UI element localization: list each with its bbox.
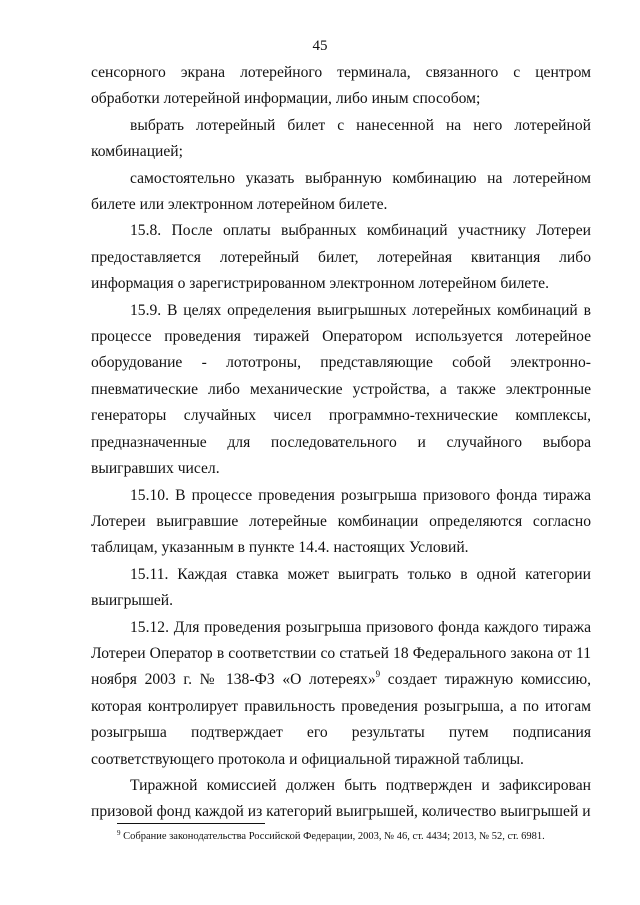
- paragraph-specify-combination: самостоятельно указать выбранную комбинацию на лотерейном билете или электронном лотерейном билете.: [91, 169, 591, 214]
- paragraph-15-12-part2: создает тиражную комиссию, которая контролирует правильность проведения розыгрыша, а по итогам розыгрыша подтверждает его результаты путем подписания соответствующего протокола и официальной тиражной таблицы.: [91, 671, 591, 768]
- footnote: [117, 830, 597, 844]
- footnote-divider: [117, 823, 265, 824]
- paragraph-commission: Тиражной комиссией должен быть подтвержден и зафиксирован призовой фонд каждой из категорий выигрышей, количество выигрышей и: [91, 776, 591, 821]
- paragraph-15-9: 15.9. В целях определения выигрышных лотерейных комбинаций в процессе проведения тиражей Оператором используется лотерейное оборудование - лототроны, представляющие собой электронно-пневматические либо механические устройства, а также электронные генераторы случайных чисел программно-технические комплексы, предназначенные для последовательного и случайного выбора выигравших чисел.: [91, 301, 591, 478]
- paragraph-15-11: 15.11. Каждая ставка может выиграть только в одной категории выигрышей.: [91, 565, 591, 610]
- page-number: 45: [312, 38, 328, 54]
- paragraph-continuation: сенсорного экрана лотерейного терминала, связанного с центром обработки лотерейной информации, либо иным способом;: [91, 64, 591, 108]
- footnote-mark: 9: [117, 829, 121, 837]
- paragraph-15-10: 15.10. В процессе проведения розыгрыша призового фонда тиража Лотереи выигравшие лотерейные комбинации определяются согласно таблицам, указанным в пункте 14.4. настоящих Условий.: [91, 486, 591, 557]
- footnote-reference: 9: [375, 669, 381, 680]
- footnote-text: Собрание законодательства Российской Федерации, 2003, № 46, ст. 4434; 2013, № 52, ст. 6981.: [120, 831, 545, 842]
- document-body: [91, 60, 591, 826]
- paragraph-15-12-part1: 15.12. Для проведения розыгрыша призового фонда каждого тиража Лотереи Оператор в соответствии со статьей 18 Федерального закона от 11 ноября 2003 г. № 138-ФЗ «О лотереях»: [91, 618, 591, 689]
- paragraph-select-ticket: выбрать лотерейный билет с нанесенной на него лотерейной комбинацией;: [91, 116, 591, 161]
- paragraph-15-8: 15.8. После оплаты выбранных комбинаций участнику Лотереи предоставляется лотерейный билет, лотерейная квитанция либо информация о зарегистрированном электронном лотерейном билете.: [91, 222, 591, 293]
- paragraph-15-12: [91, 615, 591, 773]
